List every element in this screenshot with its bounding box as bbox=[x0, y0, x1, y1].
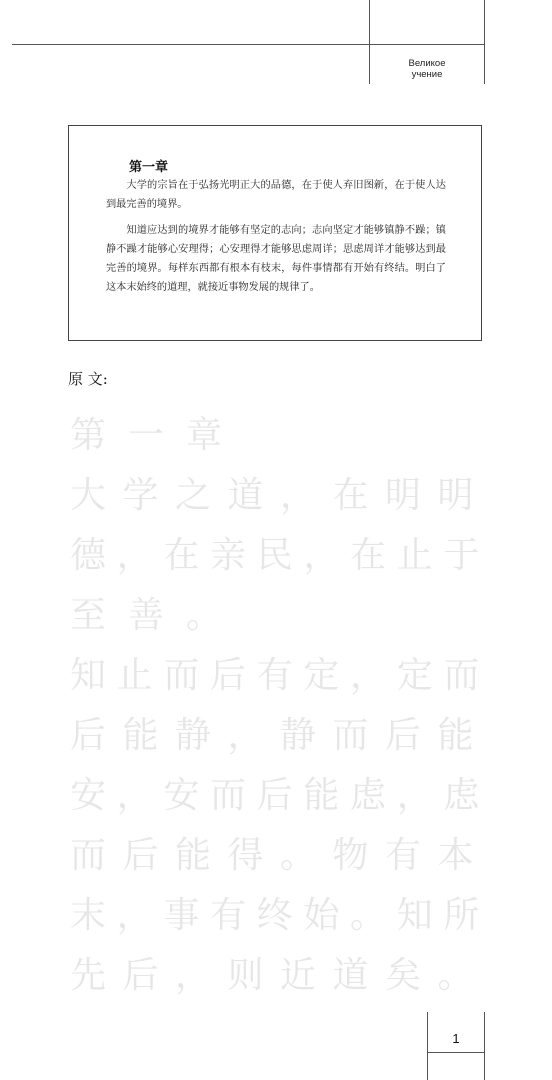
tracing-char: 止 bbox=[396, 535, 433, 576]
running-header bbox=[370, 58, 484, 80]
tracing-char: ， bbox=[175, 955, 212, 996]
page-number-box bbox=[427, 1012, 485, 1080]
tracing-char: 虑 bbox=[443, 775, 480, 816]
tracing-char: 在 bbox=[332, 475, 369, 516]
tracing-char: 虑 bbox=[350, 775, 387, 816]
tracing-char: ， bbox=[280, 475, 317, 516]
header-rule bbox=[12, 44, 369, 45]
tracing-line bbox=[70, 646, 490, 706]
tracing-line bbox=[70, 586, 490, 646]
tracing-char: 事 bbox=[163, 895, 200, 936]
tracing-char: 则 bbox=[227, 955, 264, 996]
tracing-char: 始 bbox=[303, 895, 340, 936]
tracing-char: 而 bbox=[443, 655, 480, 696]
tracing-char: 定 bbox=[303, 655, 340, 696]
tracing-char: 有 bbox=[385, 835, 422, 876]
chapter-title: 第一章 bbox=[129, 160, 169, 175]
tracing-char: 后 bbox=[256, 775, 293, 816]
tracing-char: 后 bbox=[70, 715, 107, 756]
tracing-char: 静 bbox=[175, 715, 212, 756]
translation-paragraph-1: 大学的宗旨在于弘扬光明正大的品德，在于使人弃旧图新，在于使人达到最完善的境界。 bbox=[106, 180, 446, 210]
tracing-char: 物 bbox=[332, 835, 369, 876]
tracing-char: 末 bbox=[70, 895, 107, 936]
tracing-char: 章 bbox=[186, 415, 223, 456]
tracing-char: 本 bbox=[437, 835, 474, 876]
tracing-char: 在 bbox=[163, 535, 200, 576]
tracing-char: 得 bbox=[227, 835, 264, 876]
tracing-char: 明 bbox=[437, 475, 474, 516]
tracing-char: 于 bbox=[443, 535, 480, 576]
tracing-char: 知 bbox=[396, 895, 433, 936]
running-header-line2: учение bbox=[411, 69, 443, 80]
header-box bbox=[369, 0, 485, 84]
tracing-line bbox=[70, 406, 490, 466]
tracing-char: 学 bbox=[122, 475, 159, 516]
tracing-char: 知 bbox=[70, 655, 107, 696]
page-box-rule bbox=[428, 1052, 484, 1053]
tracing-char: 亲 bbox=[210, 535, 247, 576]
tracing-char: ， bbox=[116, 775, 153, 816]
tracing-char: 。 bbox=[350, 895, 387, 936]
tracing-char: 后 bbox=[122, 955, 159, 996]
tracing-char: 道 bbox=[332, 955, 369, 996]
tracing-char: 道 bbox=[227, 475, 264, 516]
tracing-char: 能 bbox=[303, 775, 340, 816]
tracing-char: 所 bbox=[443, 895, 480, 936]
tracing-line bbox=[70, 706, 490, 766]
tracing-char: 终 bbox=[256, 895, 293, 936]
header-box-rule bbox=[370, 44, 484, 45]
tracing-char: 而 bbox=[332, 715, 369, 756]
tracing-char: ， bbox=[350, 655, 387, 696]
tracing-char: 能 bbox=[437, 715, 474, 756]
page-number: 1 bbox=[452, 1031, 460, 1046]
tracing-char: ， bbox=[396, 775, 433, 816]
tracing-char: 而 bbox=[210, 775, 247, 816]
running-header-line1: Великое bbox=[408, 58, 446, 69]
tracing-char: ， bbox=[303, 535, 340, 576]
tracing-char: 。 bbox=[280, 835, 317, 876]
translation-box bbox=[68, 125, 482, 341]
tracing-char: 而 bbox=[163, 655, 200, 696]
tracing-char: 。 bbox=[437, 955, 474, 996]
tracing-char: 后 bbox=[385, 715, 422, 756]
tracing-char: 有 bbox=[210, 895, 247, 936]
tracing-char: ， bbox=[116, 895, 153, 936]
tracing-char: 先 bbox=[70, 955, 107, 996]
tracing-line bbox=[70, 526, 490, 586]
tracing-char: ， bbox=[116, 535, 153, 576]
tracing-char: 一 bbox=[128, 415, 165, 456]
tracing-line bbox=[70, 466, 490, 526]
tracing-char: 之 bbox=[175, 475, 212, 516]
tracing-char: 能 bbox=[122, 715, 159, 756]
tracing-char: 安 bbox=[70, 775, 107, 816]
tracing-char: 而 bbox=[70, 835, 107, 876]
tracing-char: 民 bbox=[256, 535, 293, 576]
tracing-char: ， bbox=[227, 715, 264, 756]
tracing-line bbox=[70, 826, 490, 886]
tracing-char: 明 bbox=[385, 475, 422, 516]
tracing-char: 善 bbox=[128, 595, 165, 636]
tracing-char: 后 bbox=[210, 655, 247, 696]
tracing-line bbox=[70, 766, 490, 826]
tracing-char: 止 bbox=[116, 655, 153, 696]
tracing-char: 定 bbox=[396, 655, 433, 696]
tracing-char: 安 bbox=[163, 775, 200, 816]
tracing-char: 近 bbox=[280, 955, 317, 996]
tracing-line bbox=[70, 946, 490, 1006]
tracing-char: 德 bbox=[70, 535, 107, 576]
tracing-line bbox=[70, 886, 490, 946]
tracing-char: 后 bbox=[122, 835, 159, 876]
tracing-char: 。 bbox=[186, 595, 223, 636]
original-text-label: 原 文: bbox=[68, 370, 108, 388]
tracing-char: 有 bbox=[256, 655, 293, 696]
tracing-char: 静 bbox=[280, 715, 317, 756]
tracing-char: 至 bbox=[70, 595, 107, 636]
translation-paragraph-2: 知道应达到的境界才能够有坚定的志向；志向坚定才能够镇静不躁；镇静不躁才能够心安理得；心安理得才能够思虑周详；思虑周详才能够达到最完善的境界。每样东西都有根本有枝末，每件事情都有开始有终结。明白了这本末始终的道理，就接近事物发展的规律了。 bbox=[106, 225, 446, 293]
tracing-char: 大 bbox=[70, 475, 107, 516]
tracing-char: 第 bbox=[70, 415, 107, 456]
tracing-char: 在 bbox=[350, 535, 387, 576]
tracing-char: 能 bbox=[175, 835, 212, 876]
tracing-char: 矣 bbox=[385, 955, 422, 996]
tracing-text-block bbox=[70, 406, 490, 1006]
